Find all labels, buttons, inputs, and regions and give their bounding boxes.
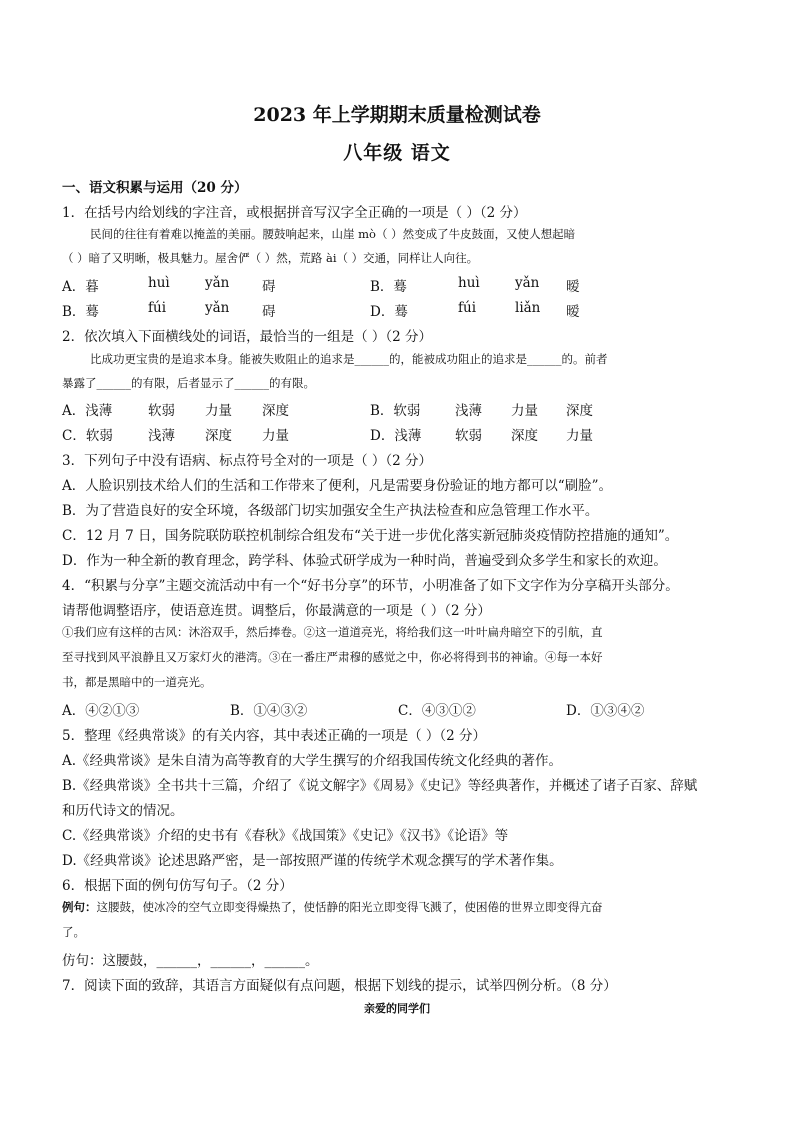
q5-option-d: D.《经典常谈》论述思路严密，是一部按照严谨的传统学术观念撰写的学术著作集。 — [62, 853, 563, 869]
q2-option-d-3: 深度 — [511, 428, 538, 444]
q6-imitate-line: 仿句：这腰鼓，______，______，______。 — [62, 953, 319, 969]
q7-stem: 7．阅读下面的致辞，其语言方面疑似有点问题，根据下划线的提示，试举四例分析。（8 分） — [62, 978, 617, 994]
q1-option-c-2: fúi — [148, 300, 167, 316]
q2-option-c-3: 深度 — [205, 428, 232, 444]
q4-option-a: A．④②①③ — [62, 703, 140, 719]
q4-passage-line3: 书，都是黑暗中的一道亮光。 — [62, 675, 212, 689]
q1-option-c-3: yǎn — [205, 300, 230, 316]
q2-option-c-4: 力量 — [262, 428, 289, 444]
q1-option-a-3: yǎn — [205, 275, 230, 291]
q2-option-b-1: B．软弱 — [370, 403, 421, 419]
q5-option-a: A.《经典常谈》是朱自清为高等教育的大学生撰写的介绍我国传统文化经典的著作。 — [62, 753, 563, 769]
q1-option-d-2: fúi — [458, 300, 477, 316]
exam-subtitle: 八年级 语文 — [343, 142, 451, 164]
q1-stem: 1．在括号内给划线的字注音，或根据拼音写汉字全正确的一项是（ ）（2 分） — [62, 205, 527, 221]
q1-passage-line2: （ ）暗了又明晰，极具魅力。屋舍俨（ ）然，荒路 ài（ ）交通，同样让人向往。 — [62, 251, 479, 265]
q2-option-c-2: 浅薄 — [148, 428, 175, 444]
q1-option-c-4: 碍 — [262, 304, 276, 320]
q4-option-d: D．①③④② — [566, 703, 645, 719]
q4-stem-line1: 4．“积累与分享”主题交流活动中有一个“好书分享”的环节，小明准备了如下文字作为分享稿开头部分。 — [62, 578, 679, 594]
q1-option-c-1: B．蓦 — [62, 304, 99, 320]
q4-passage-line2: 至寻找到风平浪静且又万家灯火的港湾。③在一番庄严肃穆的感觉之中，你必将得到书的神谕。④每一本好 — [62, 650, 603, 664]
q5-option-b-line1: B.《经典常谈》全书共十三篇，介绍了《说文解字》《周易》《史记》等经典著作，并概述了诸子百家、辞赋 — [62, 778, 698, 794]
q1-option-a-2: huì — [148, 275, 170, 291]
q2-option-a-2: 软弱 — [148, 403, 175, 419]
q1-passage-line1: 民间的往往有着难以掩盖的美丽。腰鼓响起来，山崖 mò（ ）然变成了牛皮鼓面，又使人想起暗 — [90, 227, 576, 241]
q6-example-text: 这腰鼓，使冰冷的空气立即变得燥热了，使恬静的阳光立即变得飞溅了，使困倦的世界立即变得亢奋 — [96, 900, 603, 914]
q3-option-c: C．12 月 7 日，国务院联防联控机制综合组发布“关于进一步优化落实新冠肺炎疫情防控措施的通知”。 — [62, 528, 679, 544]
q2-option-c-1: C．软弱 — [62, 428, 113, 444]
q2-option-d-2: 软弱 — [455, 428, 482, 444]
q1-option-b-3: yǎn — [515, 275, 540, 291]
q5-option-b-line2: 和历代诗文的情况。 — [62, 803, 184, 819]
q3-option-d: D．作为一种全新的教育理念，跨学科、体验式研学成为一种时尚，普遍受到众多学生和家长的欢迎。 — [62, 553, 667, 569]
q4-passage-line1: ①我们应有这样的古风：沐浴双手，然后捧卷。②这一道道亮光，将给我们这一叶叶扁舟暗空下的引航，直 — [62, 625, 603, 639]
q2-stem: 2．依次填入下面横线处的词语，最恰当的一组是（ ）（2 分） — [62, 329, 433, 345]
q2-option-b-4: 深度 — [566, 403, 593, 419]
q2-option-a-3: 力量 — [205, 403, 232, 419]
q3-stem: 3．下列句子中没有语病、标点符号全对的一项是（ ）（2 分） — [62, 453, 433, 469]
q1-option-d-1: D．蓦 — [370, 304, 408, 320]
q1-option-d-4: 暧 — [566, 304, 580, 320]
exam-title: 2023 年上学期期末质量检测试卷 — [253, 104, 541, 126]
q1-option-b-1: B．蓦 — [370, 279, 407, 295]
q2-passage-line2: 暴露了______的有限，后者显示了______的有限。 — [62, 376, 315, 390]
q7-speech-heading: 亲爱的同学们 — [364, 1002, 430, 1015]
q1-option-a-1: A．暮 — [62, 279, 99, 295]
q5-stem: 5．整理《经典常谈》的有关内容，其中表述正确的一项是（ ）（2 分） — [62, 728, 487, 744]
q5-option-c: C.《经典常谈》介绍的史书有《春秋》《战国策》《史记》《汉书》《论语》等 — [62, 828, 509, 844]
q4-option-b: B．①④③② — [230, 703, 308, 719]
q4-stem-line2: 请帮他调整语序，使语意连贯。调整后，你最满意的一项是（ ）（2 分） — [62, 603, 491, 619]
q4-option-c: C．④③①② — [398, 703, 476, 719]
q1-option-b-2: huì — [458, 275, 480, 291]
section-heading: 一、语文积累与运用（20 分） — [62, 180, 248, 196]
q2-option-a-4: 深度 — [262, 403, 289, 419]
q6-example-line2: 了。 — [62, 925, 85, 939]
q1-option-d-3: liǎn — [515, 300, 541, 316]
q2-option-d-1: D．浅薄 — [370, 428, 422, 444]
q3-option-a: A．人脸识别技术给人们的生活和工作带来了便利，凡是需要身份验证的地方都可以“刷脸”。 — [62, 478, 613, 494]
q6-example-label: 例句： — [62, 900, 97, 914]
q2-option-b-3: 力量 — [511, 403, 538, 419]
q6-stem: 6．根据下面的例句仿写句子。（2 分） — [62, 878, 293, 894]
q3-option-b: B．为了营造良好的安全环境，各级部门切实加强安全生产执法检查和应急管理工作水平。 — [62, 503, 599, 519]
q6-example-line1 — [62, 899, 742, 915]
q2-option-d-4: 力量 — [566, 428, 593, 444]
q1-option-a-4: 碍 — [262, 279, 276, 295]
q2-option-a-1: A．浅薄 — [62, 403, 113, 419]
q2-passage-line1: 比成功更宝贵的是追求本身。能被失败阻止的追求是______的，能被成功阻止的追求是______的。前者 — [90, 352, 608, 366]
q2-option-b-2: 浅薄 — [455, 403, 482, 419]
q1-option-b-4: 暧 — [566, 279, 580, 295]
